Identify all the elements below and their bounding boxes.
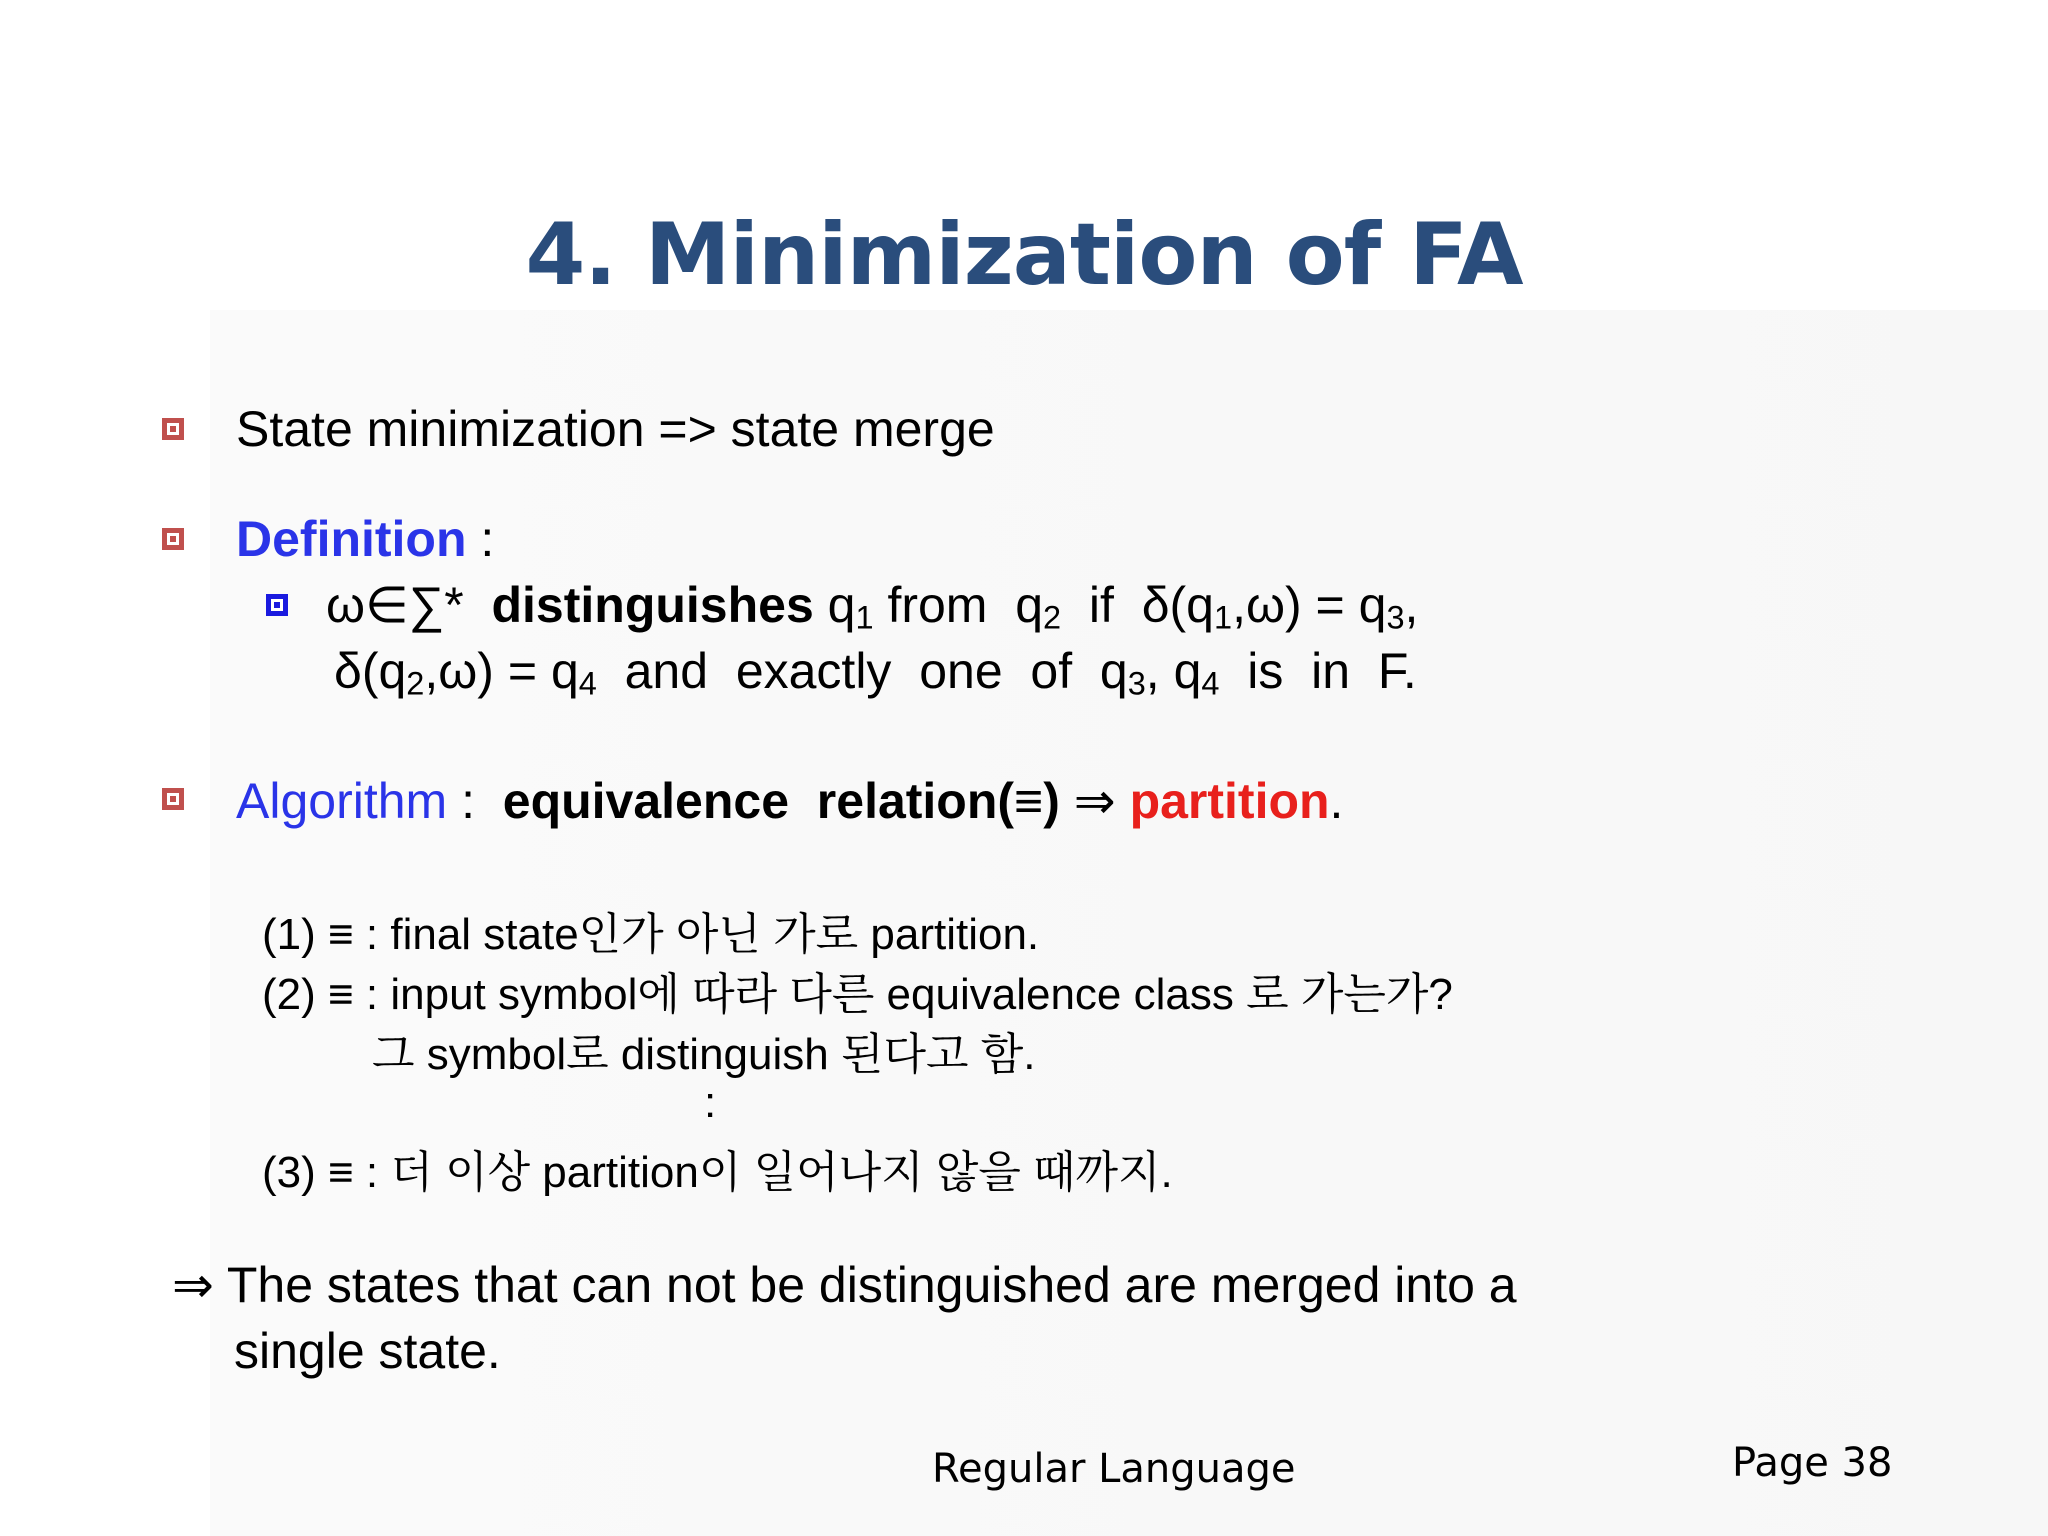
subscript: 2: [406, 665, 425, 702]
text-fragment: δ(q: [334, 643, 407, 699]
subscript: 1: [855, 599, 874, 636]
text-fragment: ,ω) = q: [424, 643, 579, 699]
bullet-state-minimization: State minimization => state merge: [236, 401, 995, 457]
sub-bullet-square-icon: [266, 594, 288, 616]
subscript: 4: [578, 665, 597, 702]
conclusion-line-2: single state.: [234, 1323, 501, 1379]
step-1: (1) ≡ : final state인가 아닌 가로 partition.: [262, 910, 1040, 959]
text-fragment: , q: [1145, 643, 1202, 699]
bullet-square-icon: [162, 788, 184, 810]
distinguishes-keyword: distinguishes: [491, 577, 814, 633]
text-fragment: and exactly one of q: [596, 643, 1128, 699]
algorithm-colon: :: [447, 773, 503, 829]
omega-expression: ω∈∑*: [326, 577, 464, 633]
definition-colon: :: [466, 511, 495, 567]
step-2-continuation: 그 symbol로 distinguish 된다고 함.: [372, 1030, 1036, 1079]
definition-line-1: [326, 576, 1418, 637]
definition-heading: [236, 510, 494, 568]
page-number: Page 38: [1732, 1440, 1893, 1486]
subscript: 3: [1386, 599, 1405, 636]
text-fragment: q: [827, 577, 856, 633]
algorithm-label: Algorithm: [236, 773, 448, 829]
equivalence-relation: equivalence relation(≡): [502, 773, 1060, 829]
bullet-square-icon: [162, 418, 184, 440]
bullet-square-icon: [162, 528, 184, 550]
subscript: 3: [1127, 665, 1146, 702]
subscript: 4: [1201, 665, 1220, 702]
conclusion-line-1: ⇒ The states that can not be distinguished are merged into a: [172, 1257, 1517, 1313]
text-fragment: ,: [1404, 577, 1419, 633]
text-fragment: is in F.: [1219, 643, 1417, 699]
algorithm-heading: [236, 772, 1343, 830]
partition-keyword: partition: [1129, 773, 1330, 829]
definition-label: Definition: [236, 511, 467, 567]
step-ellipsis: :: [704, 1078, 717, 1127]
text-fragment: if δ(q: [1061, 577, 1214, 633]
definition-line-2: [334, 642, 1417, 703]
step-2: (2) ≡ : input symbol에 따라 다른 equivalence class 로 가는가?: [262, 970, 1453, 1019]
slide-title: 4. Minimization of FA: [525, 205, 1523, 305]
subscript: 2: [1043, 599, 1062, 636]
text-fragment: from q: [873, 577, 1044, 633]
text-fragment: ,ω) = q: [1232, 577, 1387, 633]
step-3: (3) ≡ : 더 이상 partition이 일어나지 않을 때까지.: [262, 1148, 1173, 1197]
implies-arrow: ⇒: [1059, 773, 1130, 829]
footer-title: Regular Language: [932, 1446, 1296, 1492]
subscript: 1: [1213, 599, 1233, 636]
text-fragment: .: [1329, 773, 1344, 829]
